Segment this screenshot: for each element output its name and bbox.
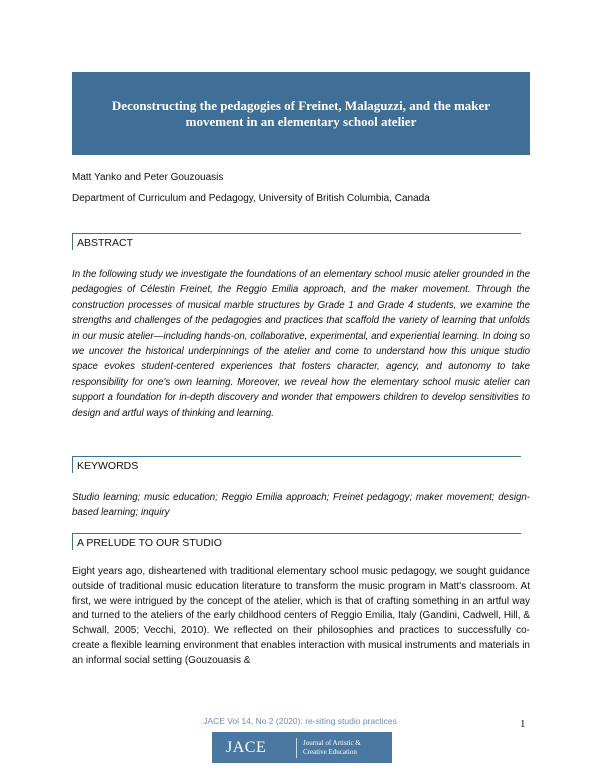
abstract-text: In the following study we investigate the foundations of an elementary school music atelier grounded in the pedagogies of Célestin Freinet, the Reggio Emilia approach, and the maker movement. Through the construction processes of musical marble structures by Grade 1 and Grade 4 students, we examine the strengths and challenges of the pedagogies and practices that scaffold the variety of learning that unfolds in our music atelier—including hands-on, collaborative, experimental, and experiential learning. In doing so we uncover the historical underpinnings of the atelier and come to understand how this unique studio space evokes student-centered experiences that fosters character, agency, and autonomy to take responsibility for one's own learning. Moreover, we reveal how the elementary school music atelier can support a foundation for in-depth discovery and wonder that empowers children to develop sensitivities to design and artful ways of thinking and learning.	[72, 269, 530, 419]
keywords-heading	[72, 456, 521, 473]
abstract-heading	[72, 233, 521, 250]
footer-journal-line: JACE Vol 14, No 2 (2020): re-siting studio practices	[203, 716, 397, 726]
prelude-text: Eight years ago, disheartened with traditional elementary school music pedagogy, we sought guidance outside of traditional music education literature to transform the music program in Matt's classroom. At first, we were intrigued by the concept of the atelier, which is that of crafting something in an artful way and turned to the ateliers of the early childhood centers of Reggio Emilia, Italy (Gandini, Cadwell, Hill, & Schwall, 2005; Vecchi, 2010). We reflected on their philosophies and practices to successfully co-create a flexible learning environment that enables interaction with musical instruments and materials in an informal social setting (Gouzouasis &	[72, 566, 530, 666]
logo-name	[303, 739, 361, 756]
affiliation: Department of Curriculum and Pedagogy, University of British Columbia, Canada	[72, 193, 430, 204]
prelude-heading	[72, 533, 521, 550]
title-banner	[72, 72, 530, 155]
logo-name-line1: Journal of Artistic &	[303, 739, 361, 747]
logo-name-line2: Creative Education	[303, 747, 357, 756]
paper-title: Deconstructing the pedagogies of Freinet, Malaguzzi, and the maker movement in an elementary school atelier	[111, 97, 491, 129]
authors: Matt Yanko and Peter Gouzouasis	[72, 172, 224, 183]
page-number: 1	[520, 718, 526, 730]
prelude-heading-label: A PRELUDE TO OUR STUDIO	[77, 537, 222, 549]
logo-mark: JACE	[226, 738, 267, 756]
keywords-heading-label: KEYWORDS	[77, 460, 139, 472]
abstract-heading-label: ABSTRACT	[77, 237, 134, 249]
keywords-text: Studio learning; music education; Reggio Emilia approach; Freinet pedagogy; maker movement; design-based learning; inquiry	[72, 492, 530, 518]
journal-logo	[212, 732, 392, 763]
logo-divider	[296, 738, 297, 758]
